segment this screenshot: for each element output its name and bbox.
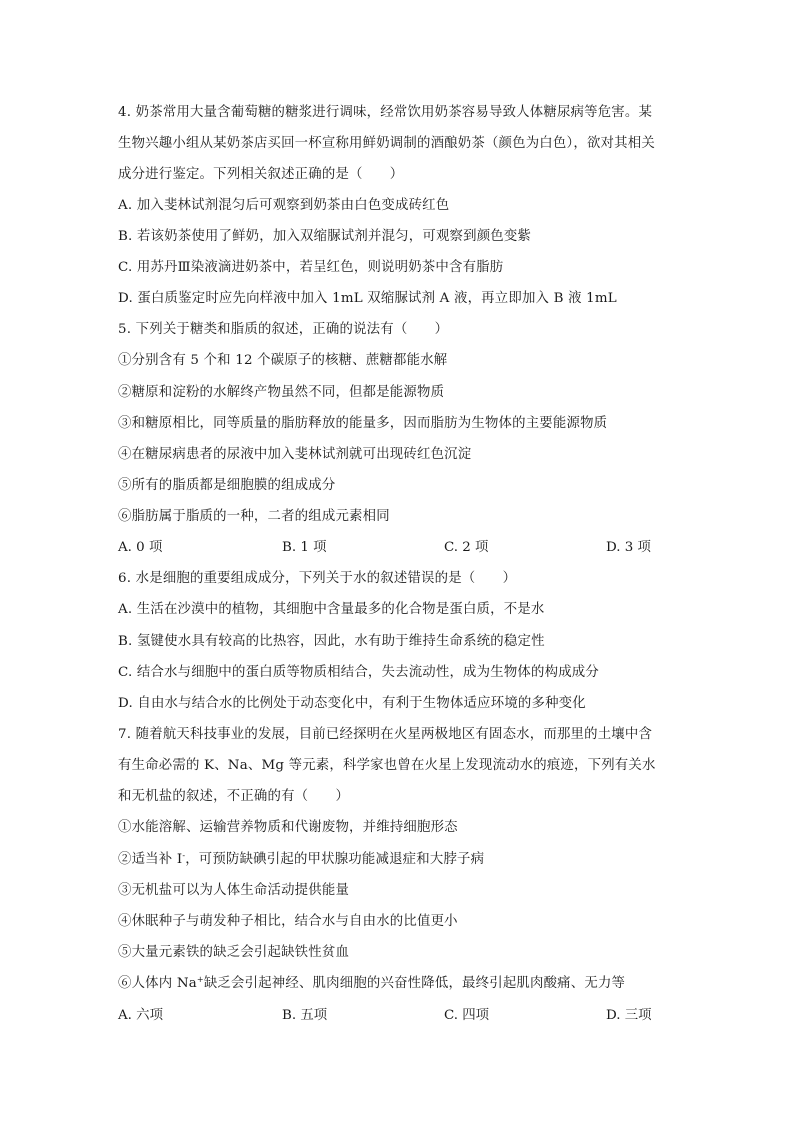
q7-stem-line-2: 有生命必需的 K、Na、Mg 等元素，科学家也曾在火星上发现流动水的痕迹，下列有关水 — [118, 758, 656, 773]
q4-option-c: C. 用苏丹Ⅲ染液滴进奶茶中，若呈红色，则说明奶茶中含有脂肪 — [118, 260, 504, 275]
q4-stem-line-2: 生物兴趣小组从某奶茶店买回一杯宣称用鲜奶调制的酒酿奶茶（颜色为白色），欲对其相关 — [118, 136, 655, 151]
q7-statement-1: ①水能溶解、运输营养物质和代谢废物，并维持细胞形态 — [118, 820, 458, 835]
q7-choice-b: B. 五项 — [282, 1008, 328, 1023]
q5-statement-6: ⑥脂肪属于脂质的一种，二者的组成元素相同 — [118, 509, 390, 524]
sodium-charge: + — [196, 975, 204, 984]
q5-statement-3: ③和糖原相比，同等质量的脂肪释放的能量多，因而脂肪为生物体的主要能源物质 — [118, 416, 608, 431]
q7-statement-5: ⑤大量元素铁的缺乏会引起缺铁性贫血 — [118, 945, 350, 960]
q7-statement-2 — [118, 852, 484, 868]
q5-statement-2: ②糖原和淀粉的水解终产物虽然不同，但都是能源物质 — [118, 385, 445, 400]
q4-option-d: D. 蛋白质鉴定时应先向样液中加入 1mL 双缩脲试剂 A 液，再立即加入 B 液 1mL — [118, 291, 617, 306]
q6-option-d: D. 自由水与结合水的比例处于动态变化中，有利于生物体适应环境的多种变化 — [118, 696, 586, 711]
iodide-charge: - — [182, 851, 186, 860]
q5-choice-c: C. 2 项 — [444, 540, 489, 555]
q5-statement-5: ⑤所有的脂质都是细胞膜的组成成分 — [118, 478, 336, 493]
q5-choice-d: D. 3 项 — [606, 540, 651, 555]
q7-statement-3: ③无机盐可以为人体生命活动提供能量 — [118, 883, 350, 898]
q6-option-c: C. 结合水与细胞中的蛋白质等物质相结合，失去流动性，成为生物体的构成成分 — [118, 665, 599, 680]
q6-stem: 6. 水是细胞的重要组成成分，下列关于水的叙述错误的是（ ） — [118, 571, 517, 586]
q4-stem-line-3: 成分进行鉴定。下列相关叙述正确的是（ ） — [118, 167, 404, 182]
q5-statement-1: ①分别含有 5 个和 12 个碳原子的核糖、蔗糖都能水解 — [118, 353, 448, 368]
q6-option-a: A. 生活在沙漠中的植物，其细胞中含量最多的化合物是蛋白质，不是水 — [118, 602, 545, 617]
q7-statement-6-after: 缺乏会引起神经、肌肉细胞的兴奋性降低，最终引起肌肉酸痛、无力等 — [203, 976, 626, 991]
q6-option-b: B. 氢键使水具有较高的比热容，因此，水有助于维持生命系统的稳定性 — [118, 634, 545, 649]
q4-option-b: B. 若该奶茶使用了鲜奶，加入双缩脲试剂并混匀，可观察到颜色变紫 — [118, 229, 532, 244]
q7-statement-6 — [118, 976, 625, 992]
q4-stem-line-1: 4. 奶茶常用大量含葡萄糖的糖浆进行调味，经常饮用奶茶容易导致人体糖尿病等危害。某 — [118, 105, 653, 120]
q7-choice-d: D. 三项 — [606, 1008, 652, 1023]
q7-choice-a: A. 六项 — [118, 1008, 163, 1023]
q7-statement-6-before: ⑥人体内 Na — [118, 976, 197, 991]
q5-stem: 5. 下列关于糖类和脂质的叙述，正确的说法有（ ） — [118, 322, 449, 337]
q5-statement-4: ④在糖尿病患者的尿液中加入斐林试剂就可出现砖红色沉淀 — [118, 447, 472, 462]
q5-choice-a: A. 0 项 — [118, 540, 163, 555]
q7-statement-2-after: ，可预防缺碘引起的甲状腺功能减退症和大脖子病 — [185, 852, 485, 867]
q7-stem-line-3: 和无机盐的叙述，不正确的有（ ） — [118, 789, 350, 804]
q7-statement-4: ④休眠种子与萌发种子相比，结合水与自由水的比值更小 — [118, 914, 458, 929]
q7-statement-2-before: ②适当补 I — [118, 852, 183, 867]
q7-choice-c: C. 四项 — [444, 1008, 490, 1023]
q4-option-a: A. 加入斐林试剂混匀后可观察到奶茶由白色变成砖红色 — [118, 198, 450, 213]
q7-stem-line-1: 7. 随着航天科技事业的发展，目前已经探明在火星两极地区有固态水，而那里的土壤中含 — [118, 727, 653, 742]
q5-choice-b: B. 1 项 — [282, 540, 327, 555]
